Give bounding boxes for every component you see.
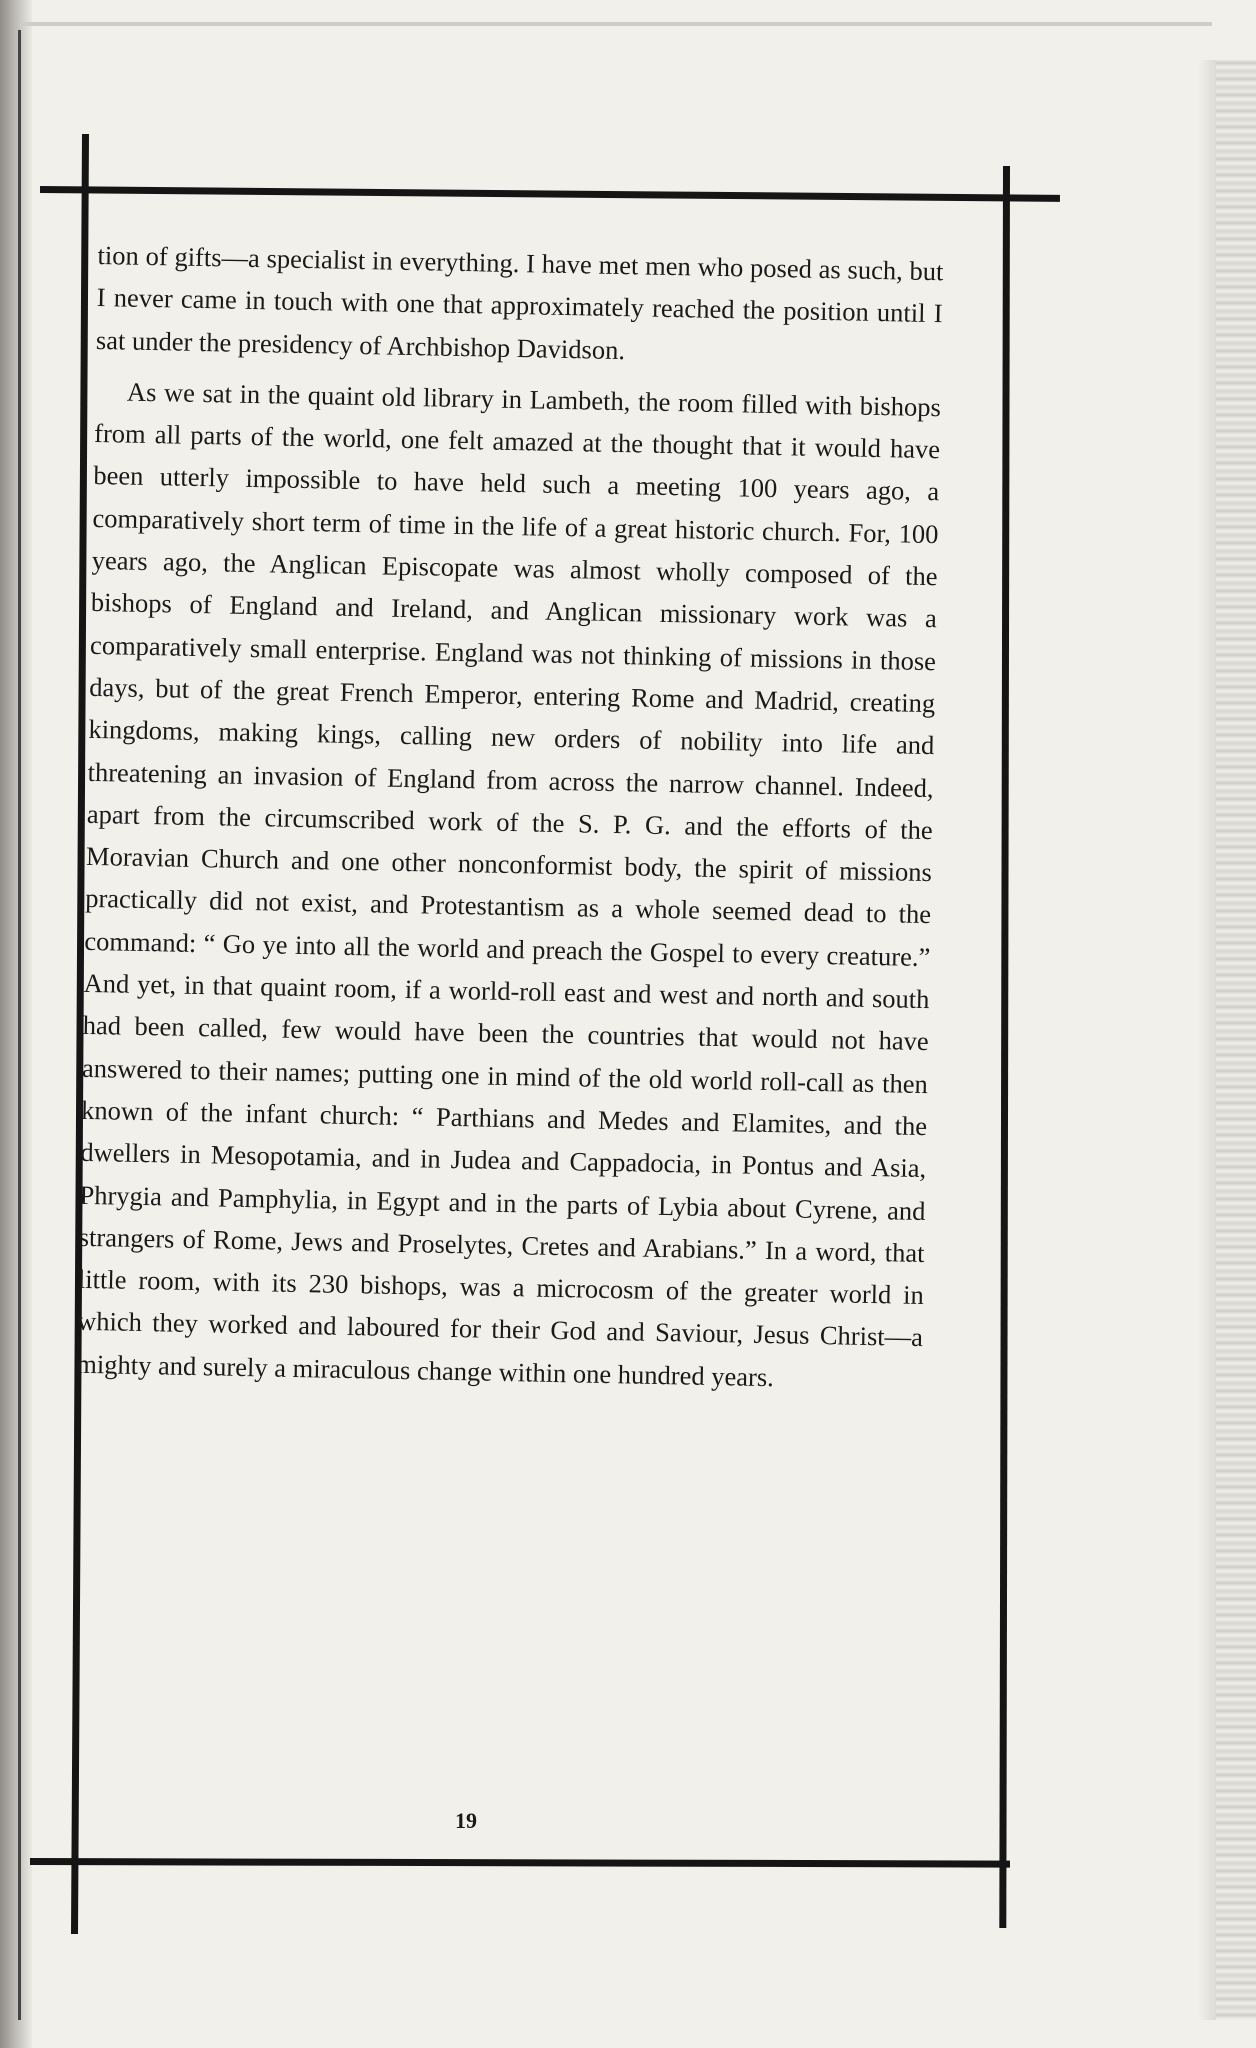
body-text — [76, 234, 944, 1401]
page-top-edge — [22, 22, 1212, 26]
frame-rule-bottom — [30, 1858, 1010, 1868]
page-stack-edge — [1216, 60, 1256, 2020]
page-number — [0, 1808, 1256, 1834]
frame-rule-right — [999, 166, 1010, 1928]
book-spine-shadow — [0, 0, 32, 2048]
paragraph-2: As we sat in the quaint old library in Lambeth, the room filled with bishops from all parts of the world, one felt amazed at the thought that it would have been utterly impossible to have held such a meeting 100 years ago, a comparatively short term of time in the life of a great historic church. For, 100 years ago, the Anglican Episcopate was almost wholly composed of the bishops of England and Ireland, and Anglican missionary work was a comparatively small enterprise. England was not thinking of missions in those days, but of the great French Emperor, entering Rome and Madrid, creating kingdoms, making kings, calling new orders of nobility into life and threatening an invasion of England from across the narrow channel. Indeed, apart from the circumscribed work of the S. P. G. and the efforts of the Moravian Church and one other nonconformist body, the spirit of missions practically did not exist, and Protestantism as a whole seemed dead to the command: “ Go ye into all the world and preach the Gospel to every creature.” And yet, in that quaint room, if a world-roll east and west and north and south had been called, few would have been the countries that would not have answered to their names; putting one in mind of the old world roll-call as then known of the infant church: “ Parthians and Medes and Elamites, and the dwellers in Mesopotamia, and in Judea and Cappadocia, in Pontus and Asia, Phrygia and Pamphylia, in Egypt and in the parts of Lybia about Cyrene, and strangers of Rome, Jews and Proselytes, Cretes and Arabians.” In a word, that little room, with its 230 bishops, was a microcosm of the greater world in which they worked and laboured for their God and Saviour, Jesus Christ—a mighty and surely a miraculous change within one hundred years. — [76, 376, 942, 1392]
page-curl-shadow — [1198, 60, 1216, 2020]
spine-edge-line — [18, 30, 21, 2020]
frame-rule-top — [40, 186, 1060, 202]
page-number-text: 19 — [455, 1808, 477, 1833]
paragraph-1: tion of gifts—a specialist in everything. I have met men who posed as such, but I never came in touch with one that approximately reached the position until I sat under the presidency of Archbishop Davidson. — [95, 239, 944, 365]
